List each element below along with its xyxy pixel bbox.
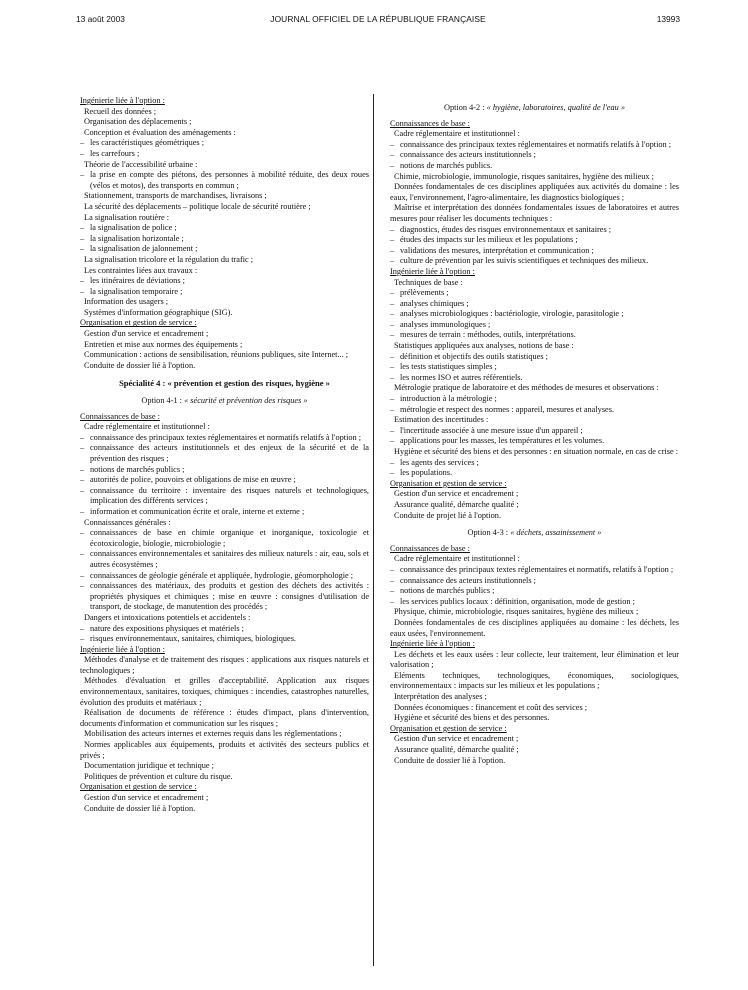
paragraph: La signalisation tricolore et la régulation du trafic ;: [84, 254, 254, 264]
paragraph: La sécurité des déplacements – politique locale de sécurité routière ;: [84, 201, 311, 211]
header-date: 13 août 2003: [76, 14, 125, 24]
list-item: – la signalisation de police ;: [80, 223, 369, 234]
column-divider: [373, 94, 374, 966]
option-number: Option 4-2 :: [444, 103, 487, 112]
paragraph: Stationnement, transports de marchandises, livraisons ;: [84, 191, 267, 201]
list-item: – les agents des services ;: [390, 458, 679, 469]
list-item: – la signalisation temporaire ;: [80, 287, 369, 298]
section-heading-text: Organisation et gestion de service :: [390, 723, 507, 733]
paragraph: Gestion d'un service et encadrement ;: [84, 793, 209, 802]
option-heading: [390, 103, 679, 114]
paragraph: Conduite de dossier lié à l'option.: [84, 360, 196, 370]
list-item: – études des impacts sur les milieux et les populations ;: [390, 235, 679, 246]
list-item: – mesures de terrain : méthodes, outils, interprétations.: [390, 330, 679, 341]
list-item: – connaissance du territoire : inventaire des risques naturels et technologiques, implication des différents services ;: [80, 486, 369, 507]
paragraph: Gestion d'un service et encadrement ;: [394, 489, 519, 499]
paragraph: Connaissances générales :: [84, 517, 171, 527]
list-item: – connaissance des acteurs institutionnels et des enjeux de la sécurité et de la prévention des risques ;: [80, 443, 369, 464]
paragraph: Techniques de base :: [394, 277, 463, 287]
list-item: – connaissance des principaux textes réglementaires et normatifs relatifs à l'option ;: [80, 433, 369, 444]
paragraph: Communication : actions de sensibilisation, réunions publiques, site Internet... ;: [84, 350, 349, 360]
paragraph: La signalisation routière :: [84, 212, 170, 222]
paragraph: Données fondamentales de ces disciplines appliquées aux activités du domaine : les eaux, l'environnement, l'agro-alimentaire, les diagnostics biologiques ;: [390, 182, 679, 202]
paragraph: Gestion d'un service et encadrement ;: [84, 329, 209, 339]
section-heading-text: Connaissances de base :: [390, 118, 470, 128]
list-item: – les tests statistiques simples ;: [390, 362, 679, 373]
paragraph: Cadre réglementaire et institutionnel :: [84, 422, 210, 432]
paragraph: Maîtrise et interprétation des données fondamentales issues de laboratoires et autres mesures pour réaliser les documents techniques :: [390, 203, 679, 223]
list-item: – connaissance des principaux textes réglementaires et normatifs, relatifs à l'option ;: [390, 565, 679, 576]
paragraph: Recueil des données ;: [84, 106, 157, 116]
list-item: – analyses immunologiques ;: [390, 320, 679, 331]
paragraph: Conduite de projet lié à l'option.: [394, 510, 502, 520]
section-heading-text: Ingénierie liée à l'option :: [390, 266, 475, 276]
section-heading: [390, 544, 679, 555]
section-heading-text: Ingénierie liée à l'option :: [80, 96, 165, 105]
section-heading: [390, 119, 679, 130]
specialty-heading: Spécialité 4 : « prévention et gestion des risques, hygiène »: [119, 378, 330, 389]
list-item: – les populations.: [390, 468, 679, 479]
list-item: – définition et objectifs des outils statistiques ;: [390, 352, 679, 363]
list-item: – connaissances de géologie générale et appliquée, hydrologie, géomorphologie ;: [80, 571, 369, 582]
paragraph: Documentation juridique et technique ;: [84, 761, 214, 771]
list-item: – notions de marchés publics.: [390, 161, 679, 172]
option-heading: [390, 528, 679, 539]
section-heading: [390, 267, 679, 278]
list-item: – connaissances environnementales et sanitaires des milieux naturels : air, eau, sols et autres écosystèmes ;: [80, 549, 369, 570]
paragraph: Données économiques : financement et coût des services ;: [394, 702, 588, 712]
list-item: – la prise en compte des piétons, des personnes à mobilité réduite, des deux roues (vélos et motos), des transports en commun ;: [80, 170, 369, 191]
paragraph: Normes applicables aux équipements, produits et activités des secteurs publics et privés ;: [80, 740, 369, 760]
paragraph: Systèmes d'information géographique (SIG).: [84, 307, 233, 317]
list-item: – l'incertitude associée à une mesure issue d'un appareil ;: [390, 426, 679, 437]
list-item: – prélèvements ;: [390, 288, 679, 299]
list-item: – connaissances des matériaux, des produits et gestion des déchets des activités : propriétés physiques et chimiques ; mise en œuvre : consignes d'utilisation de transport, de stockage, de manutention des procédés ;: [80, 581, 369, 613]
list-item: – connaissance des principaux textes réglementaires et normatifs relatifs à l'option ;: [390, 140, 679, 151]
paragraph: Hygiène et sécurité des biens et des personnes : en situation normale, en cas de crise :: [394, 447, 679, 456]
list-item: – analyses chimiques ;: [390, 299, 679, 310]
section-heading-text: Organisation et gestion de service :: [80, 782, 197, 792]
paragraph: Organisation des déplacements ;: [84, 117, 192, 127]
list-item: – connaissance des acteurs institutionnels ;: [390, 150, 679, 161]
paragraph: Conduite de dossier lié à l'option.: [394, 755, 506, 765]
list-item: – les services publics locaux : définition, organisation, mode de gestion ;: [390, 597, 679, 608]
list-item: – les itinéraires de déviations ;: [80, 276, 369, 287]
paragraph: Assurance qualité, démarche qualité ;: [394, 745, 519, 755]
paragraph: Cadre réglementaire et institutionnel :: [394, 129, 520, 139]
paragraph: Information des usagers ;: [84, 297, 169, 307]
list-item: – diagnostics, études des risques environnementaux et sanitaires ;: [390, 225, 679, 236]
paragraph: Estimation des incertitudes :: [394, 415, 489, 425]
header-title: JOURNAL OFFICIEL DE LA RÉPUBLIQUE FRANÇAISE: [270, 14, 486, 24]
section-heading: [80, 96, 369, 107]
section-heading: [80, 412, 369, 423]
list-item: – validations des mesures, interprétation et communication ;: [390, 246, 679, 257]
paragraph: Méthodes d'évaluation et grilles d'acceptabilité. Application aux risques environnementaux, sanitaires, toxiques, chimiques : incendies, catastrophes naturelles, évolution des produits et matériaux ;: [80, 676, 369, 707]
paragraph: Mobilisation des acteurs internes et externes requis dans les réglementations ;: [84, 729, 342, 739]
paragraph: Eléments techniques, technologiques, économiques, sociologiques, environnementaux : impacts sur les milieux et les populations ;: [390, 670, 679, 691]
option-number: Option 4-1 :: [141, 396, 185, 406]
section-heading-text: Organisation et gestion de service :: [80, 318, 197, 328]
list-item: – applications pour les masses, les températures et les volumes.: [390, 436, 679, 447]
left-column: [80, 96, 369, 814]
paragraph: Métrologie pratique de laboratoire et des méthodes de mesures et observations :: [394, 383, 659, 393]
header-page-number: 13993: [656, 14, 680, 24]
paragraph: Cadre réglementaire et institutionnel :: [394, 554, 520, 564]
paragraph: Assurance qualité, démarche qualité ;: [394, 499, 519, 509]
list-item: – la signalisation horizontale ;: [80, 234, 369, 245]
page-header: [76, 8, 680, 26]
list-item: – métrologie et respect des normes : appareil, mesures et analyses.: [390, 405, 679, 416]
list-item: – notions de marchés publics ;: [390, 586, 679, 597]
list-item: – information et communication écrite et orale, interne et externe ;: [80, 507, 369, 518]
list-item: – connaissances de base en chimie organique et inorganique, toxicologie et écotoxicologie, biologie, microbiologie ;: [80, 528, 369, 549]
paragraph: Hygiène et sécurité des biens et des personnes.: [394, 713, 550, 723]
list-item: – introduction à la métrologie ;: [390, 394, 679, 405]
section-heading-text: Connaissances de base :: [390, 543, 470, 553]
right-column: [390, 96, 679, 766]
paragraph: Physique, chimie, microbiologie, risques sanitaires, hygiène des milieux ;: [394, 607, 639, 617]
option-title: « sécurité et prévention des risques »: [184, 396, 308, 406]
paragraph: Théorie de l'accessibilité urbaine :: [84, 159, 198, 169]
list-item: – culture de prévention par les suivis scientifiques et techniques des milieux.: [390, 256, 679, 267]
list-item: – autorités de police, pouvoirs et obligations de mise en œuvre ;: [80, 475, 369, 486]
paragraph: Données fondamentales de ces disciplines appliquées au domaine : les déchets, les eaux usées, l'environnement.: [390, 617, 679, 638]
paragraph: Gestion d'un service et encadrement ;: [394, 734, 519, 744]
paragraph: Conduite de dossier lié à l'option.: [84, 803, 196, 813]
section-heading-text: Ingénierie liée à l'option :: [390, 639, 475, 649]
section-heading: [80, 318, 369, 329]
paragraph: Les contraintes liées aux travaux :: [84, 265, 198, 275]
section-heading-text: Ingénierie liée à l'option :: [80, 644, 165, 654]
option-title: « déchets, assainissement »: [510, 528, 602, 538]
paragraph: Statistiques appliquées aux analyses, notions de base :: [394, 341, 574, 351]
paragraph: Chimie, microbiologie, immunologie, risques sanitaires, hygiène des milieux ;: [394, 171, 654, 181]
section-heading: [390, 639, 679, 650]
paragraph: Méthodes d'analyse et de traitement des risques : applications aux risques naturels et technologiques ;: [80, 655, 369, 675]
paragraph: Dangers et intoxications potentiels et accidentels :: [84, 612, 251, 622]
option-number: Option 4-3 :: [467, 528, 511, 538]
paragraph: Politiques de prévention et culture du risque.: [84, 771, 233, 781]
paragraph: Les déchets et les eaux usées : leur collecte, leur traitement, leur élimination et leur valorisation ;: [390, 649, 679, 670]
option-heading: [80, 396, 369, 407]
section-heading: [390, 724, 679, 735]
list-item: – notions de marchés publics ;: [80, 465, 369, 476]
paragraph: Réalisation de documents de référence : études d'impact, plans d'intervention, documents d'information et communication sur les risques ;: [80, 708, 369, 728]
list-item: – les carrefours ;: [80, 149, 369, 160]
section-heading: [390, 479, 679, 490]
list-item: – la signalisation de jalonnement ;: [80, 244, 369, 255]
list-item: – les caractéristiques géométriques ;: [80, 138, 369, 149]
list-item: – nature des expositions physiques et matériels ;: [80, 624, 369, 635]
section-heading: [80, 782, 369, 793]
paragraph: Entretien et mise aux normes des équipements ;: [84, 339, 243, 349]
list-item: – risques environnementaux, sanitaires, chimiques, biologiques.: [80, 634, 369, 645]
list-item: – analyses microbiologiques : bactériologie, virologie, parasitologie ;: [390, 309, 679, 320]
list-item: – connaissance des acteurs institutionnels ;: [390, 576, 679, 587]
paragraph: Interprétation des analyses ;: [394, 692, 487, 702]
option-title: « hygiène, laboratoires, qualité de l'eau »: [486, 103, 625, 112]
paragraph: Conception et évaluation des aménagements :: [84, 127, 236, 137]
section-heading-text: Organisation et gestion de service :: [390, 478, 507, 488]
section-heading: [80, 645, 369, 656]
list-item: – les normes ISO et autres référentiels.: [390, 373, 679, 384]
section-heading-text: Connaissances de base :: [80, 411, 160, 421]
